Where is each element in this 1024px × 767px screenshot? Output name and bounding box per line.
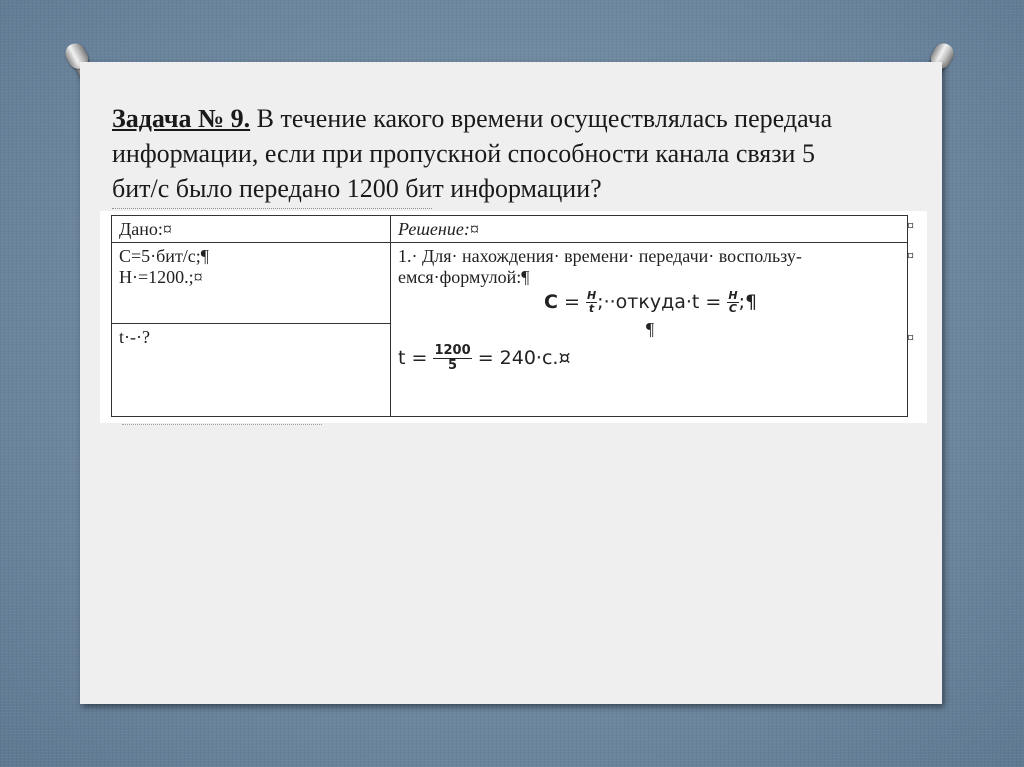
given-line-1: С=5·бит/с;¶ xyxy=(119,246,209,266)
task-line-3: бит/с было передано 1200 бит информации? xyxy=(112,174,602,203)
task-text xyxy=(112,101,912,206)
step-line-2: емся·формулой:¶ xyxy=(398,267,530,287)
document-screenshot xyxy=(100,211,927,423)
step-line-1: 1.· Для· нахождения· времени· передачи· воспользу- xyxy=(398,246,802,266)
solution-table xyxy=(111,215,908,417)
given-header-cell: Дано:¤ xyxy=(112,216,391,243)
solution-body-cell xyxy=(391,243,908,417)
given-line-2: Н·=1200.;¤ xyxy=(119,267,203,287)
end-of-row-mark: ¤ xyxy=(907,249,914,264)
given-values-cell xyxy=(112,243,391,324)
empty-paragraph: ¶ xyxy=(646,319,655,339)
end-of-row-mark: ¤ xyxy=(907,331,914,346)
formula: C = $\frac{H}{t}$ ;··откуда·t = $\frac{H}{C}$ ;¶ xyxy=(544,289,758,315)
find-text: t·-·? xyxy=(119,327,150,347)
find-cell xyxy=(112,324,391,417)
result-formula: t = $\frac{1200}{5}$ = 240·с.¤ xyxy=(398,343,571,373)
solution-header-cell: Решение:¤ xyxy=(391,216,908,243)
end-of-row-mark: ¤ xyxy=(907,219,914,234)
task-line-2: информации, если при пропускной способности канала связи 5 xyxy=(112,139,815,168)
task-line-1: В течение какого времени осуществлялась передача xyxy=(250,104,833,133)
task-label: Задача № 9. xyxy=(112,104,251,133)
